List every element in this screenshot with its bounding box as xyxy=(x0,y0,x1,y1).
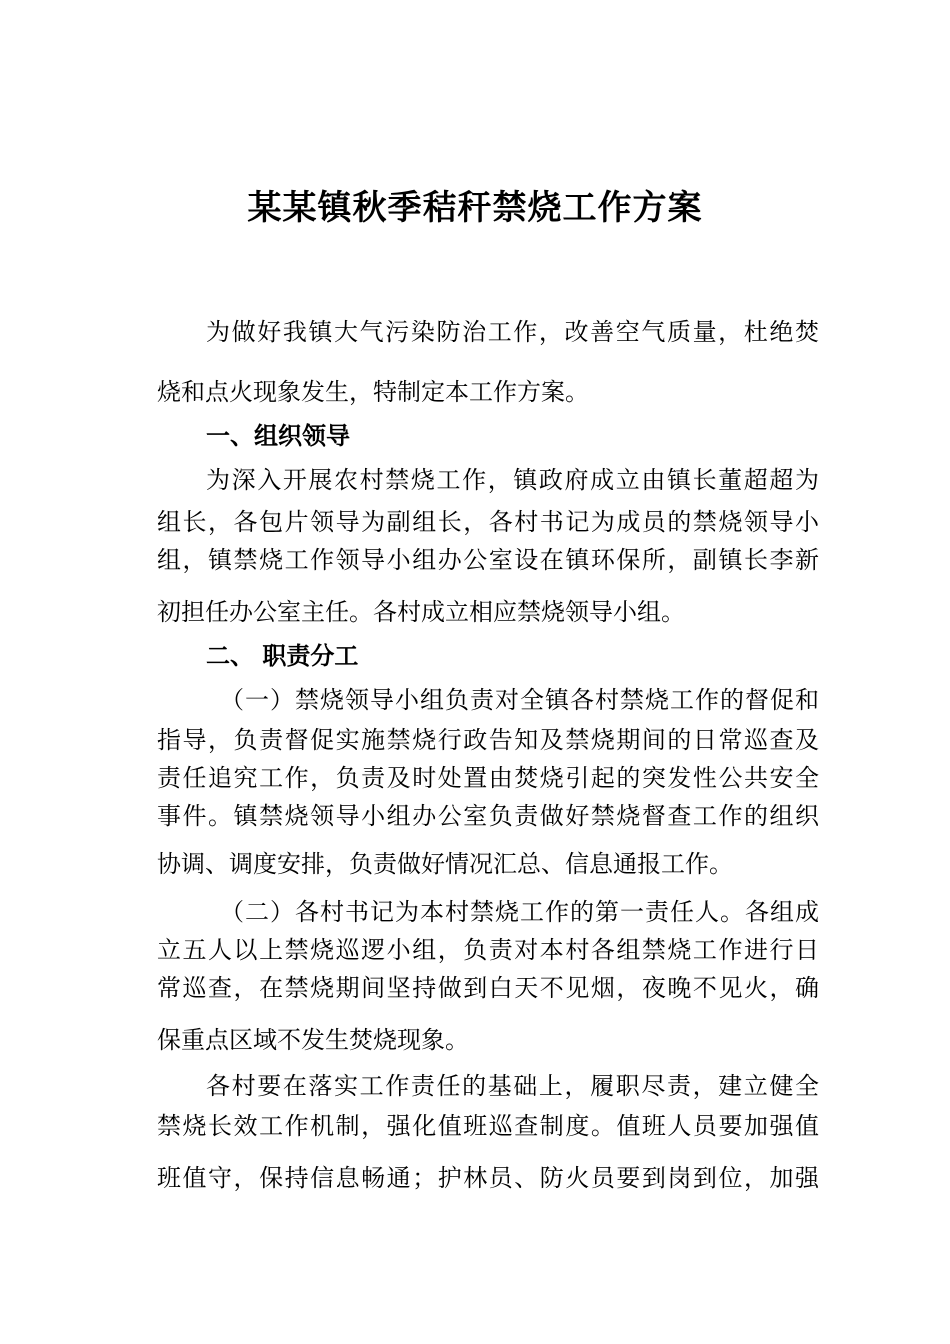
intro-line: 烧和点火现象发生，特制定本工作方案。 xyxy=(157,378,589,406)
body-line: 初担任办公室主任。各村成立相应禁烧领导小组。 xyxy=(157,598,685,626)
body-line: （一）禁烧领导小组负责对全镇各村禁烧工作的督促和 xyxy=(220,686,819,714)
body-line: 组长，各包片领导为副组长，各村书记为成员的禁烧领导小 xyxy=(157,508,819,536)
body-line: 为深入开展农村禁烧工作，镇政府成立由镇长董超超为 xyxy=(206,466,819,494)
body-line: （二）各村书记为本村禁烧工作的第一责任人。各组成 xyxy=(220,898,819,926)
body-line: 事件。镇禁烧领导小组办公室负责做好禁烧督查工作的组织 xyxy=(157,802,819,830)
body-line: 各村要在落实工作责任的基础上，履职尽责，建立健全 xyxy=(206,1072,819,1100)
intro-line: 为做好我镇大气污染防治工作，改善空气质量，杜绝焚 xyxy=(206,318,819,346)
body-line: 常巡查，在禁烧期间坚持做到白天不见烟，夜晚不见火，确 xyxy=(157,974,819,1002)
body-line: 责任追究工作，负责及时处置由焚烧引起的突发性公共安全 xyxy=(157,764,819,792)
body-line: 协调、调度安排，负责做好情况汇总、信息通报工作。 xyxy=(157,850,733,878)
body-line: 组，镇禁烧工作领导小组办公室设在镇环保所，副镇长李新 xyxy=(157,546,819,574)
section-heading-organization: 一、组织领导 xyxy=(206,422,350,450)
body-line: 禁烧长效工作机制，强化值班巡查制度。值班人员要加强值 xyxy=(157,1112,819,1140)
body-line: 立五人以上禁烧巡逻小组，负责对本村各组禁烧工作进行日 xyxy=(157,936,819,964)
body-line: 保重点区域不发生焚烧现象。 xyxy=(157,1026,469,1054)
body-line: 班值守，保持信息畅通；护林员、防火员要到岗到位，加强 xyxy=(157,1164,819,1192)
document-title: 某某镇秋季秸秆禁烧工作方案 xyxy=(247,188,703,228)
section-heading-duties: 二、 职责分工 xyxy=(206,642,359,670)
body-line: 指导，负责督促实施禁烧行政告知及禁烧期间的日常巡查及 xyxy=(157,726,819,754)
